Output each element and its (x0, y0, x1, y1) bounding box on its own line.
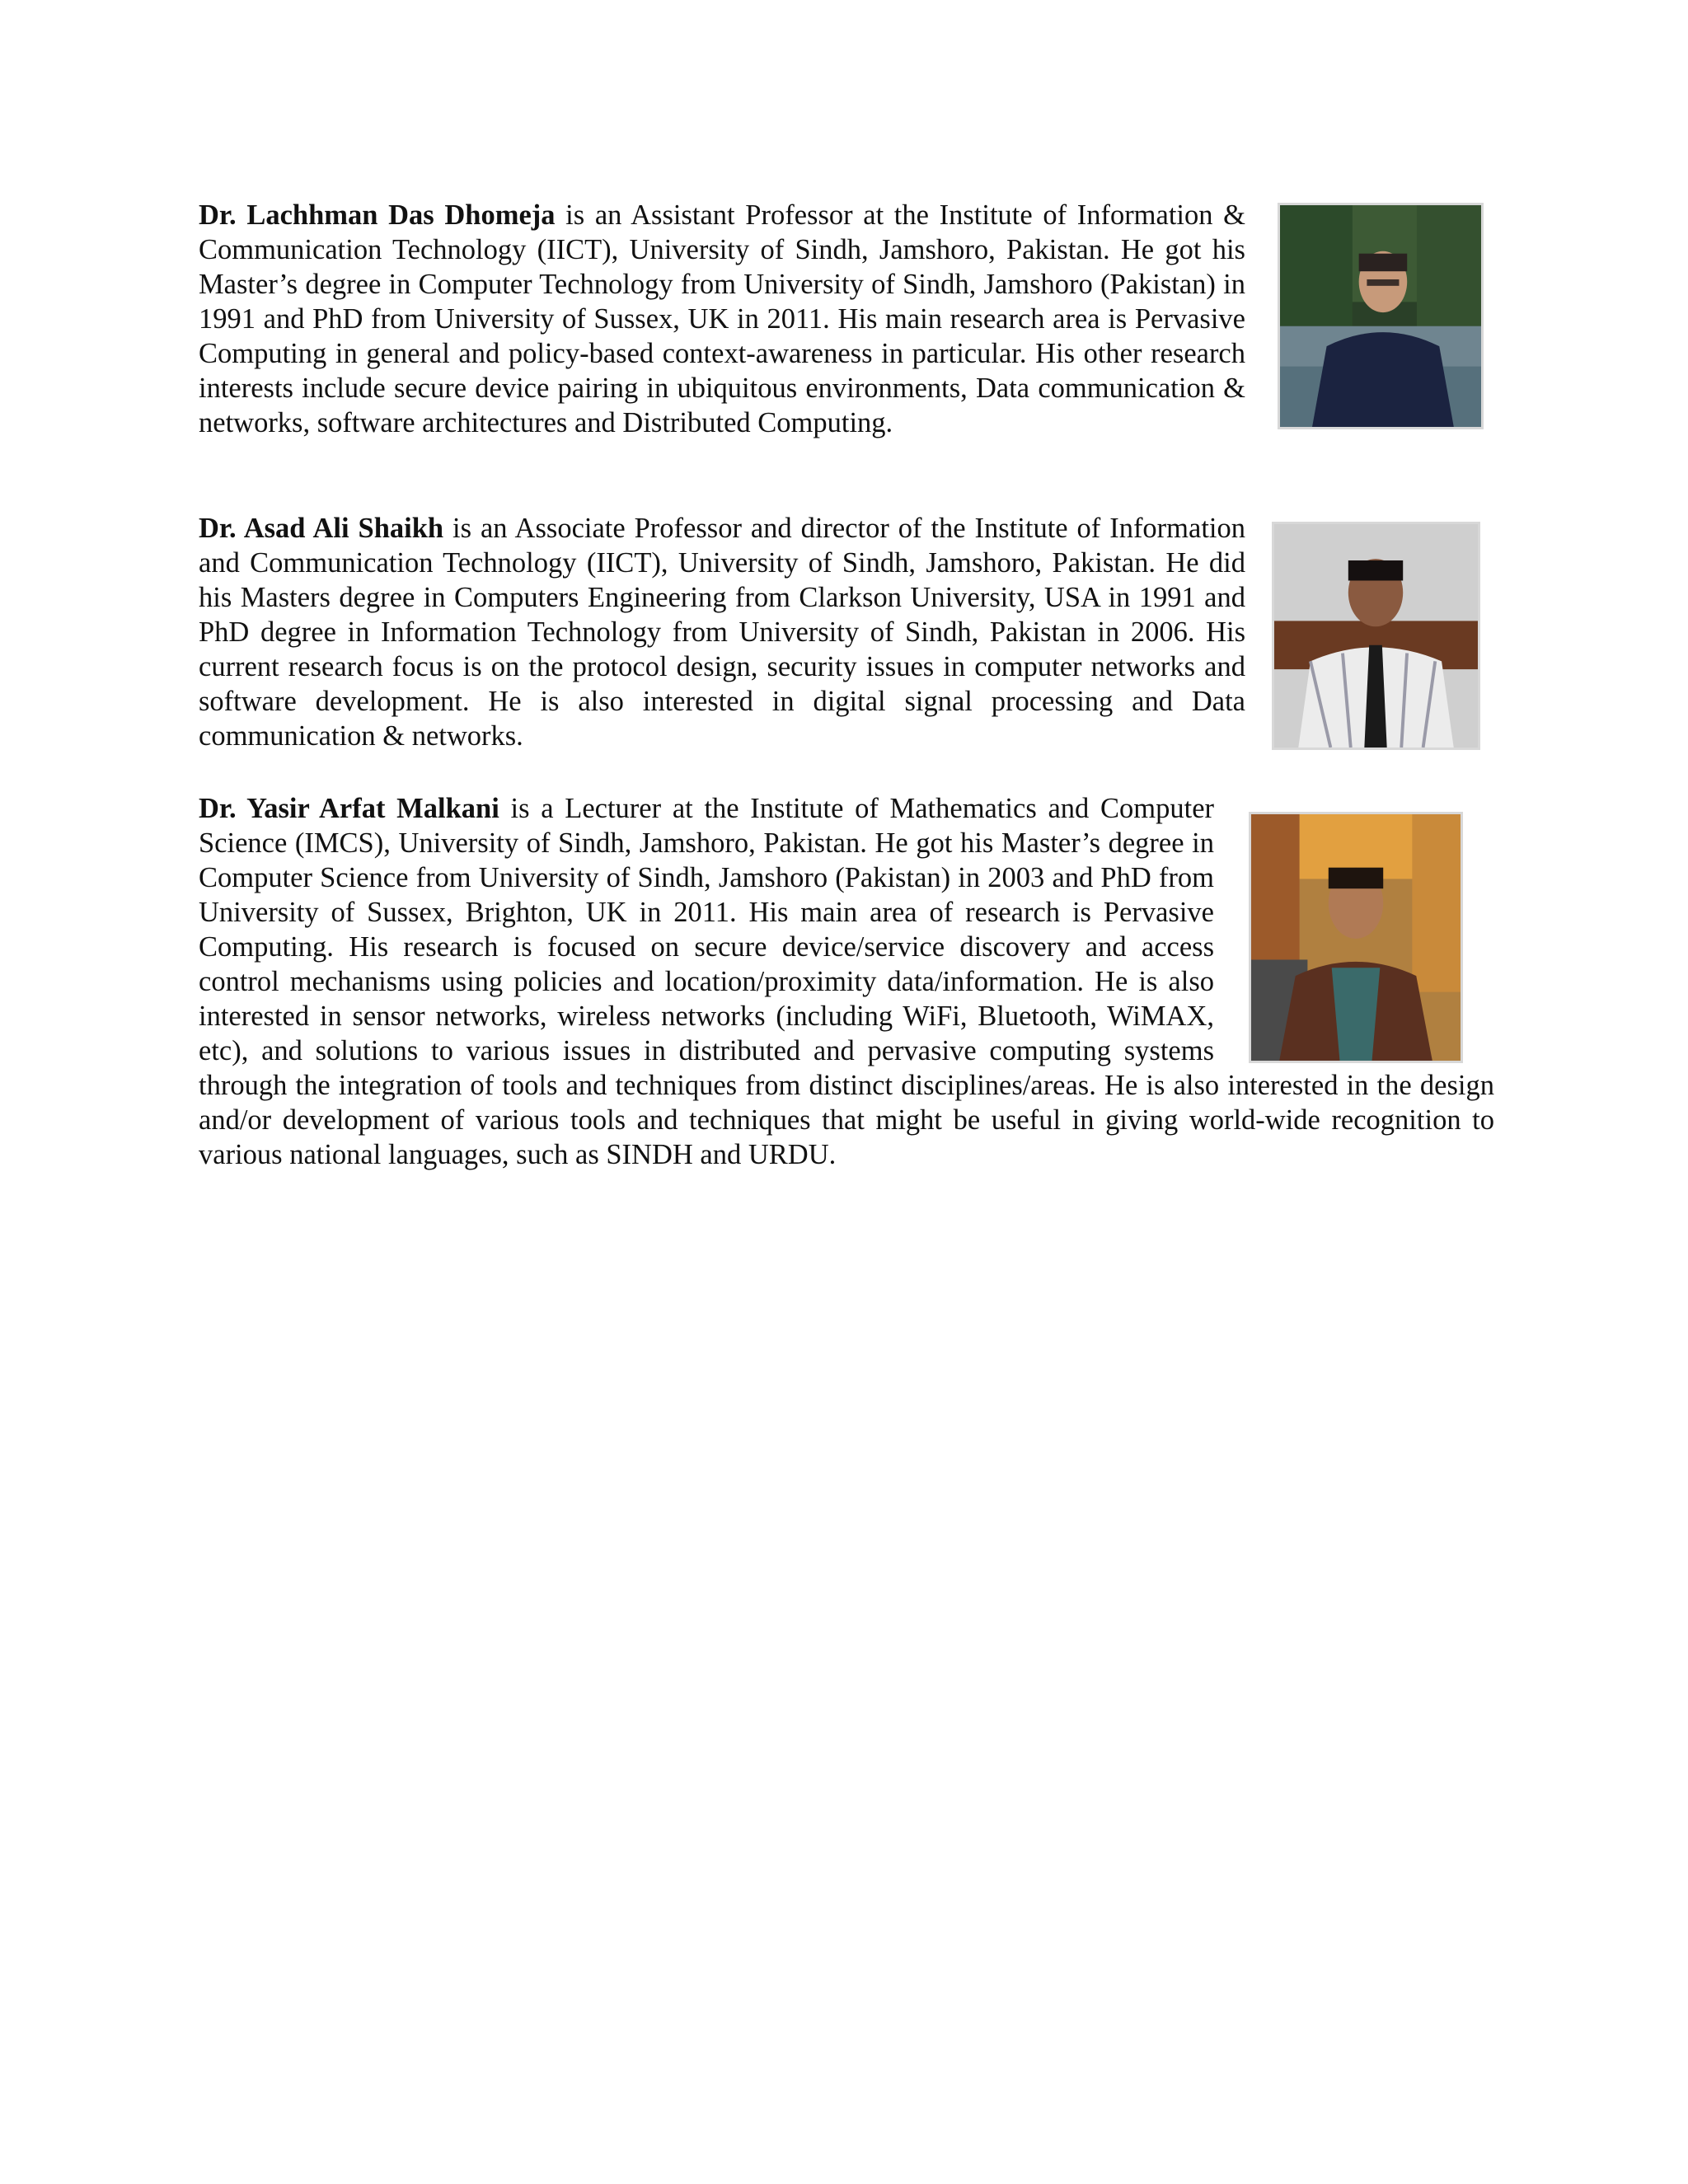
bio-text: is an Assistant Professor at the Institute of Information & Communication Technology (IICT), University of Sindh, Jamshoro, Pakistan. He got his Master’s degree in Computer Technology from University of Sindh, Jamshoro (Pakistan) in 1991 and PhD from University of Sussex, UK in 2011. His main research area is Pervasive Computing in general and policy-based context-awareness in particular. His other research interests include secure device pairing in ubiquitous environments, Data communication & networks, software architectures and Distributed Computing. (199, 199, 1245, 438)
bio-paragraph-shaikh (199, 511, 1245, 753)
portrait-photo-icon (1251, 814, 1461, 1061)
author-name: Dr. Asad Ali Shaikh (199, 513, 444, 544)
portrait-photo-icon (1274, 524, 1478, 748)
bio-text: is a Lecturer at the Institute of Mathematics and Computer Science (IMCS), University of Sindh, Jamshoro, Pakistan. He got his Master’s degree in Computer Science from University of Sindh, Jamshoro (Pakistan) in 2003 and PhD from University of Sussex, Brighton, UK in 2011. His main area of research is Pervasive Computing. His research is focused on secure device/service discovery and access control mechanisms using policies and location/proximity data/information. He is also interested in sensor networks, wireless networks (including WiFi, Bluetooth, WiMAX, etc), and solutions to various issues in distributed and pervasive computing systems through the integration of tools and techniques from distinct disciplines/areas. He is also interested in the design and/or development of various tools and techniques that might be useful in giving world-wide recognition to various national languages, such as SINDH and URDU. (199, 793, 1494, 1170)
bio-paragraph-dhomeja (199, 198, 1245, 440)
author-photo-malkani (1249, 812, 1463, 1063)
portrait-photo-icon (1280, 205, 1481, 427)
author-name: Dr. Yasir Arfat Malkani (199, 793, 499, 824)
bio-text: is an Associate Professor and director of the Institute of Information and Communication Technology (IICT), University of Sindh, Jamshoro, Pakistan. He did his Masters degree in Computers Engineering from Clarkson University, USA in 1991 and PhD degree in Information Technology from University of Sindh, Pakistan in 2006. His current research focus is on the protocol design, security issues in computer networks and software development. He is also interested in digital signal processing and Data communication & networks. (199, 513, 1245, 752)
author-photo-shaikh (1272, 522, 1480, 750)
author-photo-dhomeja (1278, 203, 1484, 429)
author-name: Dr. Lachhman Das Dhomeja (199, 199, 556, 231)
